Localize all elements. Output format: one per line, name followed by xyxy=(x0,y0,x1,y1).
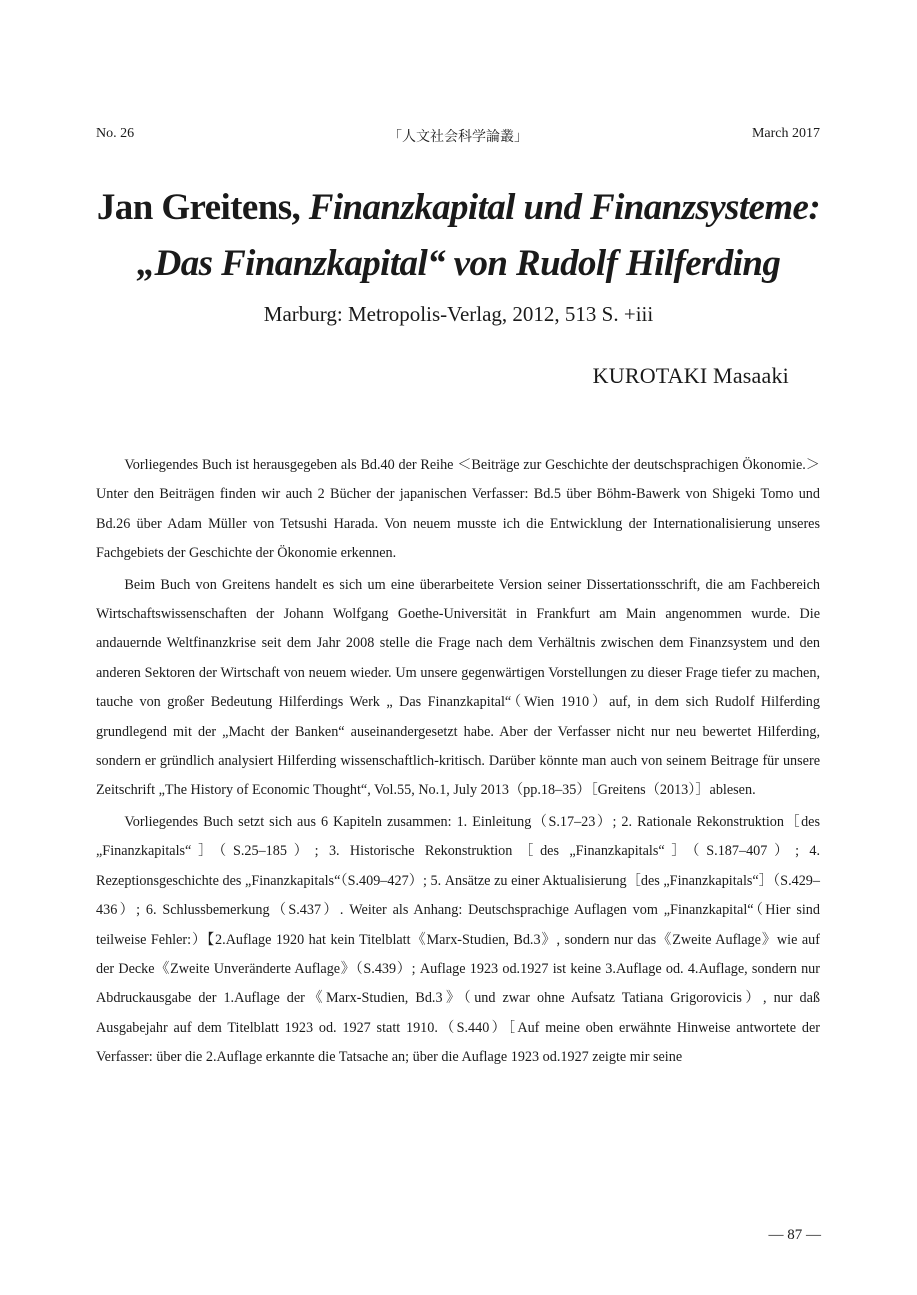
title-book-name: Finanzkapital und Finanzsysteme: xyxy=(308,187,821,228)
review-body xyxy=(96,451,820,1075)
title-block xyxy=(60,180,857,328)
running-header xyxy=(96,126,820,146)
title-line-1 xyxy=(60,180,857,236)
publication-info: Marburg: Metropolis-Verlag, 2012, 513 S. +iii xyxy=(263,302,654,326)
page-number: — 87 — xyxy=(768,1227,821,1243)
paragraph: Vorliegendes Buch ist herausgegeben als Bd.40 der Reihe ＜Beiträge zur Geschichte der deutschsprachigen Ökonomie.＞ Unter den Beiträgen finden wir auch 2 Bücher der japanischen Verfasser: Bd.5 über Böhm-Bawerk von Shigeki Tomo und Bd.26 über Adam Müller von Tetsushi Harada. Von neuem musste ich die Entwicklung der Internationalisierung unseres Fachgebiets der Geschichte der Ökonomie erkennen. xyxy=(96,457,820,562)
title-quoted-work: „Das Finanzkapital“ xyxy=(136,243,446,284)
issue-date: March 2017 xyxy=(751,126,820,141)
paragraph: Beim Buch von Greitens handelt es sich um eine überarbeitete Version seiner Dissertationsschrift, die am Fachbereich Wirtschaftswissenschaften der Johann Wolfgang Goethe-Universität in Frankfurt am Main angenommen wurde. Die andauernde Weltfinanzkrise seit dem Jahr 2008 stelle die Frage nach dem Verhältnis zwischen dem Finanzsystem und den anderen Sektoren der Wirtschaft von neuem wieder. Um unsere gegenwärtigen Vorstellungen zu dieser Frage tiefer zu machen, tauche von großer Bedeutung Hilferdings Werk „ Das Finanzkapital“（Wien 1910）auf, in dem sich Rudolf Hilferding grundlegend mit der „Macht der Banken“ auseinandergesetzt habe. Aber der Verfasser nicht nur neu bewertet Hilferding, sondern er gründlich analysiert Hilferding wissenschaftlich-kritisch. Darüber könnte man auch von seinem Beitrage für unsere Zeitschrift „The History of Economic Thought“, Vol.55, No.1, July 2013（pp.18–35）［Greitens（2013）］ablesen. xyxy=(96,576,820,799)
review-author: KUROTAKI Masaaki xyxy=(592,363,789,388)
title-line-2 xyxy=(60,236,857,292)
title-connector: von xyxy=(445,243,517,284)
journal-name: 「人文社会科学論叢」 xyxy=(388,129,528,145)
title-hilferding: Rudolf Hilferding xyxy=(516,243,781,284)
paragraph: Vorliegendes Buch setzt sich aus 6 Kapiteln zusammen: 1. Einleitung（S.17–23）; 2. Rationale Rekonstruktion［des „Finanzkapitals“］（S.25–185）; 3. Historische Rekonstruktion［des „Finanzkapitals“］（S.187–407）; 4. Rezeptionsgeschichte des „Finanzkapitals“（S.409–427）; 5. Ansätze zu einer Aktualisierung［des „Finanzkapitals“］（S.429–436）; 6. Schlussbemerkung（S.437）. Weiter als Anhang: Deutschsprachige Auflagen vom „Finanzkapital“（Hier sind teilweise Fehler:）【2.Auflage 1920 hat kein Titelblatt《Marx-Studien, Bd.3》, sondern nur das《Zweite Auflage》wie auf der Decke《Zweite Unveränderte Auflage》（S.439）; Auflage 1923 od.1927 ist keine 3.Auflage od. 4.Auflage, sondern nur Abdruckausgabe der 1.Auflage der《Marx-Studien, Bd.3》（und zwar ohne Aufsatz Tatiana Grigorovicis）, nur daß Ausgabejahr auf dem Titelblatt 1923 od. 1927 statt 1910.（S.440）［Auf meine oben erwähnte Hinweise antwortete der Verfasser: über die 2.Auflage erkannte die Tatsache an; über die Auflage 1923 od.1927 zeigte mir seine xyxy=(96,813,820,1066)
title-author-name: Jan Greitens, xyxy=(96,187,309,228)
issue-number: No. 26 xyxy=(96,126,135,141)
